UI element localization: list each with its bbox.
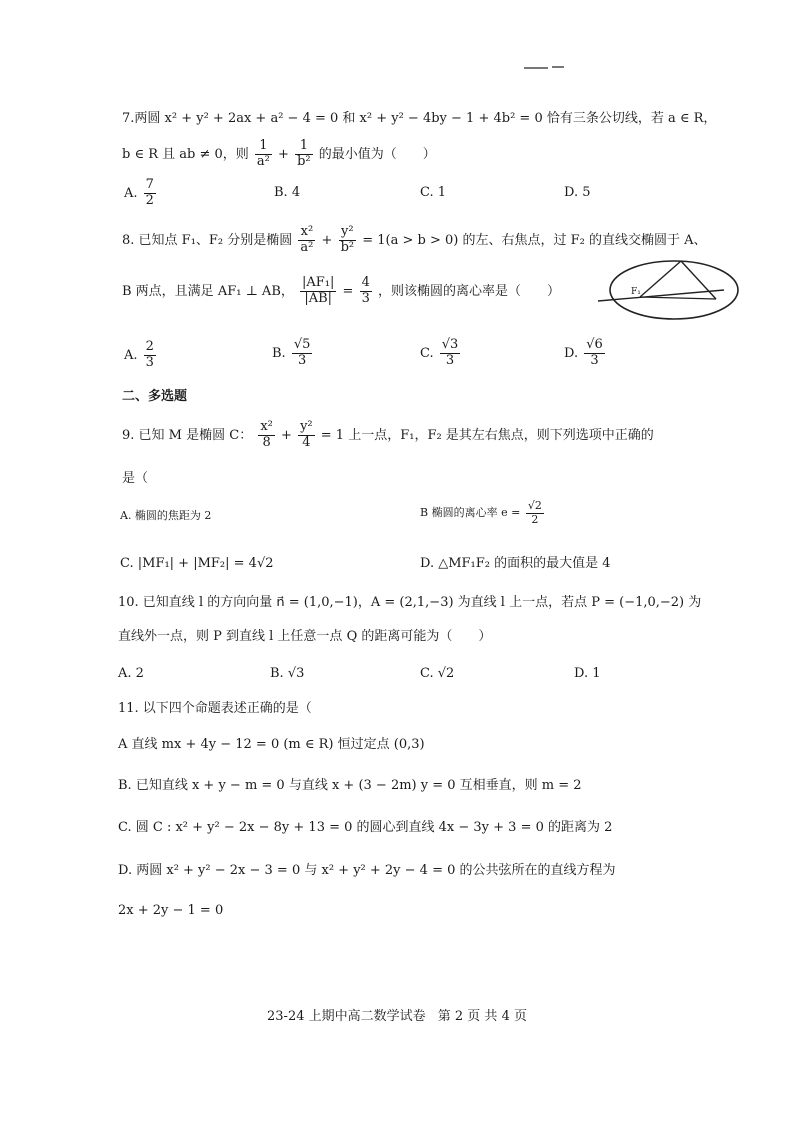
q8-line2 — [122, 276, 560, 307]
q8-option-a-label: A. — [124, 347, 138, 363]
q7-option-a — [124, 178, 158, 209]
q7-line1: 7.两圆 x² + y² + 2ax + a² − 4 = 0 和 x² + y² − 4by − 1 + 4b² = 0 恰有三条公切线，若 a ∈ R， — [122, 111, 717, 126]
section-title: 二、多选题 — [122, 389, 188, 404]
q8-option-b-num: √5 — [293, 337, 311, 352]
q7-frac-1-den: a² — [256, 153, 270, 169]
q7-line2-prefix: b ∈ R 且 ab ≠ 0，则 — [122, 146, 249, 162]
q8-line2-suffix: ，则该椭圆的离心率是（ ） — [378, 283, 561, 299]
q11-line1: 11. 以下四个命题表述正确的是（ — [118, 701, 312, 716]
q10-line1: 10. 已知直线 l 的方向向量 n⃗ = (1,0,−1)，A = (2,1,−3) 为直线 l 上一点，若点 P = (−1,0,−2) 为 — [118, 595, 702, 610]
q9-option-b-frac — [526, 500, 544, 526]
q11-option-c: C. 圆 C : x² + y² − 2x − 8y + 13 = 0 的圆心到直线 4x − 3y + 3 = 0 的距离为 2 — [118, 820, 613, 835]
major-axis-line — [598, 290, 724, 301]
q8-ratio-value-num: 4 — [361, 275, 370, 290]
q8-option-a-frac — [144, 340, 156, 371]
scan-mark — [524, 67, 548, 69]
q8-ratio-num: |AF₁| — [302, 275, 335, 290]
focus-label: F₁ — [631, 287, 641, 297]
q10-option-b: B. √3 — [270, 666, 305, 681]
q8-option-d — [564, 338, 607, 369]
page-footer — [0, 1005, 794, 1024]
q8-ratio-den: |AB| — [304, 290, 333, 306]
q8-ellipse-term-1 — [298, 225, 315, 256]
q9-option-c: C. |MF₁| + |MF₂| = 4√2 — [120, 556, 274, 571]
q8-option-c-frac — [440, 338, 461, 369]
q9-option-b-prefix: B 椭圆的离心率 e = — [420, 506, 521, 520]
q7-frac-2-num: 1 — [295, 139, 313, 155]
q8-ratio-equals: = — [342, 283, 354, 299]
q7-option-c: C. 1 — [420, 185, 447, 200]
q7-option-a-den: 2 — [145, 192, 154, 208]
q9-ellipse-term-1 — [258, 420, 275, 451]
q7-option-d: D. 5 — [564, 185, 591, 200]
q11-option-a: A 直线 mx + 4y − 12 = 0 (m ∈ R) 恒过定点 (0,3) — [118, 737, 425, 752]
q8-option-a-num: 2 — [145, 339, 154, 354]
q10-option-a: A. 2 — [118, 666, 144, 681]
q10-line2: 直线外一点，则 P 到直线 l 上任意一点 Q 的距离可能为（ ） — [118, 629, 492, 644]
q11-option-b: B. 已知直线 x + y − m = 0 与直线 x + (3 − 2m) y = 0 互相垂直，则 m = 2 — [118, 778, 582, 793]
q7-option-a-label: A. — [124, 185, 138, 201]
q9-ellipse-term-1-den: 8 — [262, 434, 271, 450]
q8-plus: + — [321, 232, 333, 248]
q8-option-b-frac — [292, 338, 313, 369]
q9-line2: 是（ — [122, 471, 149, 486]
q8-ellipse-term-2-den: b² — [340, 239, 355, 255]
q8-option-b — [272, 338, 314, 369]
q8-option-a — [124, 340, 158, 371]
q7-option-b: B. 4 — [274, 185, 301, 200]
q8-option-b-label: B. — [272, 345, 286, 361]
q8-option-c-den: 3 — [445, 352, 455, 368]
q9-ellipse-term-2-num: y² — [300, 419, 313, 434]
q8-line2-prefix: B 两点，且满足 AF₁ ⊥ AB， — [122, 283, 294, 299]
q8-line1-prefix: 8. 已知点 F₁、F₂ 分别是椭圆 — [122, 232, 293, 248]
q9-option-d: D. △MF₁F₂ 的面积的最大值是 4 — [420, 556, 611, 571]
focal-line — [640, 297, 716, 299]
q10-option-c: C. √2 — [420, 666, 455, 681]
q8-option-d-frac — [584, 338, 605, 369]
q9-option-b-den: 2 — [531, 512, 539, 526]
q8-ellipse-term-1-num: x² — [298, 225, 315, 241]
q8-option-d-label: D. — [564, 345, 579, 361]
q9-option-a: A. 椭圆的焦距为 2 — [120, 509, 212, 522]
q9-ellipse-term-1-num: x² — [260, 419, 273, 434]
q7-frac-1-num: 1 — [255, 139, 272, 155]
q8-option-d-den: 3 — [590, 352, 599, 368]
q8-ratio — [300, 276, 336, 307]
q9-plus: + — [281, 427, 292, 443]
q8-option-a-den: 3 — [145, 354, 154, 370]
q7-frac-1 — [255, 139, 272, 170]
q9-option-b — [420, 500, 546, 526]
footer-title: 23-24 上期中高二数学试卷 — [267, 1009, 426, 1024]
footer-page-number: 第 2 页 共 4 页 — [437, 1009, 527, 1024]
q8-ratio-value — [360, 276, 372, 307]
q8-ellipse-term-2-num: y² — [339, 225, 357, 241]
q8-ellipse-term-2 — [339, 225, 357, 256]
q7-option-a-num: 7 — [145, 177, 154, 192]
q8-ellipse-term-1-den: a² — [300, 239, 314, 255]
q7-frac-2 — [295, 139, 313, 170]
q8-option-c-label: C. — [420, 345, 434, 361]
q8-option-c-num: √3 — [441, 337, 459, 352]
q9-line1-suffix: = 1 上一点，F₁，F₂ 是其左右焦点，则下列选项中正确的 — [320, 427, 654, 443]
q9-ellipse-term-2-den: 4 — [302, 434, 311, 450]
q11-option-d-line2: 2x + 2y − 1 = 0 — [118, 903, 224, 918]
q8-option-d-num: √6 — [586, 337, 603, 352]
q7-line2-suffix: 的最小值为（ ） — [318, 146, 436, 162]
q8-ratio-value-den: 3 — [361, 290, 370, 306]
q11-option-d-line1: D. 两圆 x² + y² − 2x − 3 = 0 与 x² + y² + 2y − 4 = 0 的公共弦所在的直线方程为 — [118, 863, 616, 878]
q7-option-a-frac — [144, 178, 156, 209]
q7-frac-2-den: b² — [297, 153, 311, 169]
q10-option-d: D. 1 — [574, 666, 601, 681]
scan-mark — [552, 66, 564, 68]
q9-line1 — [122, 420, 654, 451]
q8-option-b-den: 3 — [297, 352, 307, 368]
q9-option-b-num: √2 — [527, 499, 542, 512]
q9-ellipse-term-2 — [298, 420, 315, 451]
q9-line1-prefix: 9. 已知 M 是椭圆 C： — [122, 427, 253, 443]
q7-line2 — [122, 139, 436, 170]
q8-ellipse-figure — [594, 250, 744, 330]
chord-left — [640, 261, 681, 297]
q8-line1-suffix: = 1(a > b > 0) 的左、右焦点，过 F₂ 的直线交椭圆于 A、 — [362, 232, 707, 248]
q8-option-c — [420, 338, 462, 369]
q7-plus: + — [278, 146, 289, 162]
